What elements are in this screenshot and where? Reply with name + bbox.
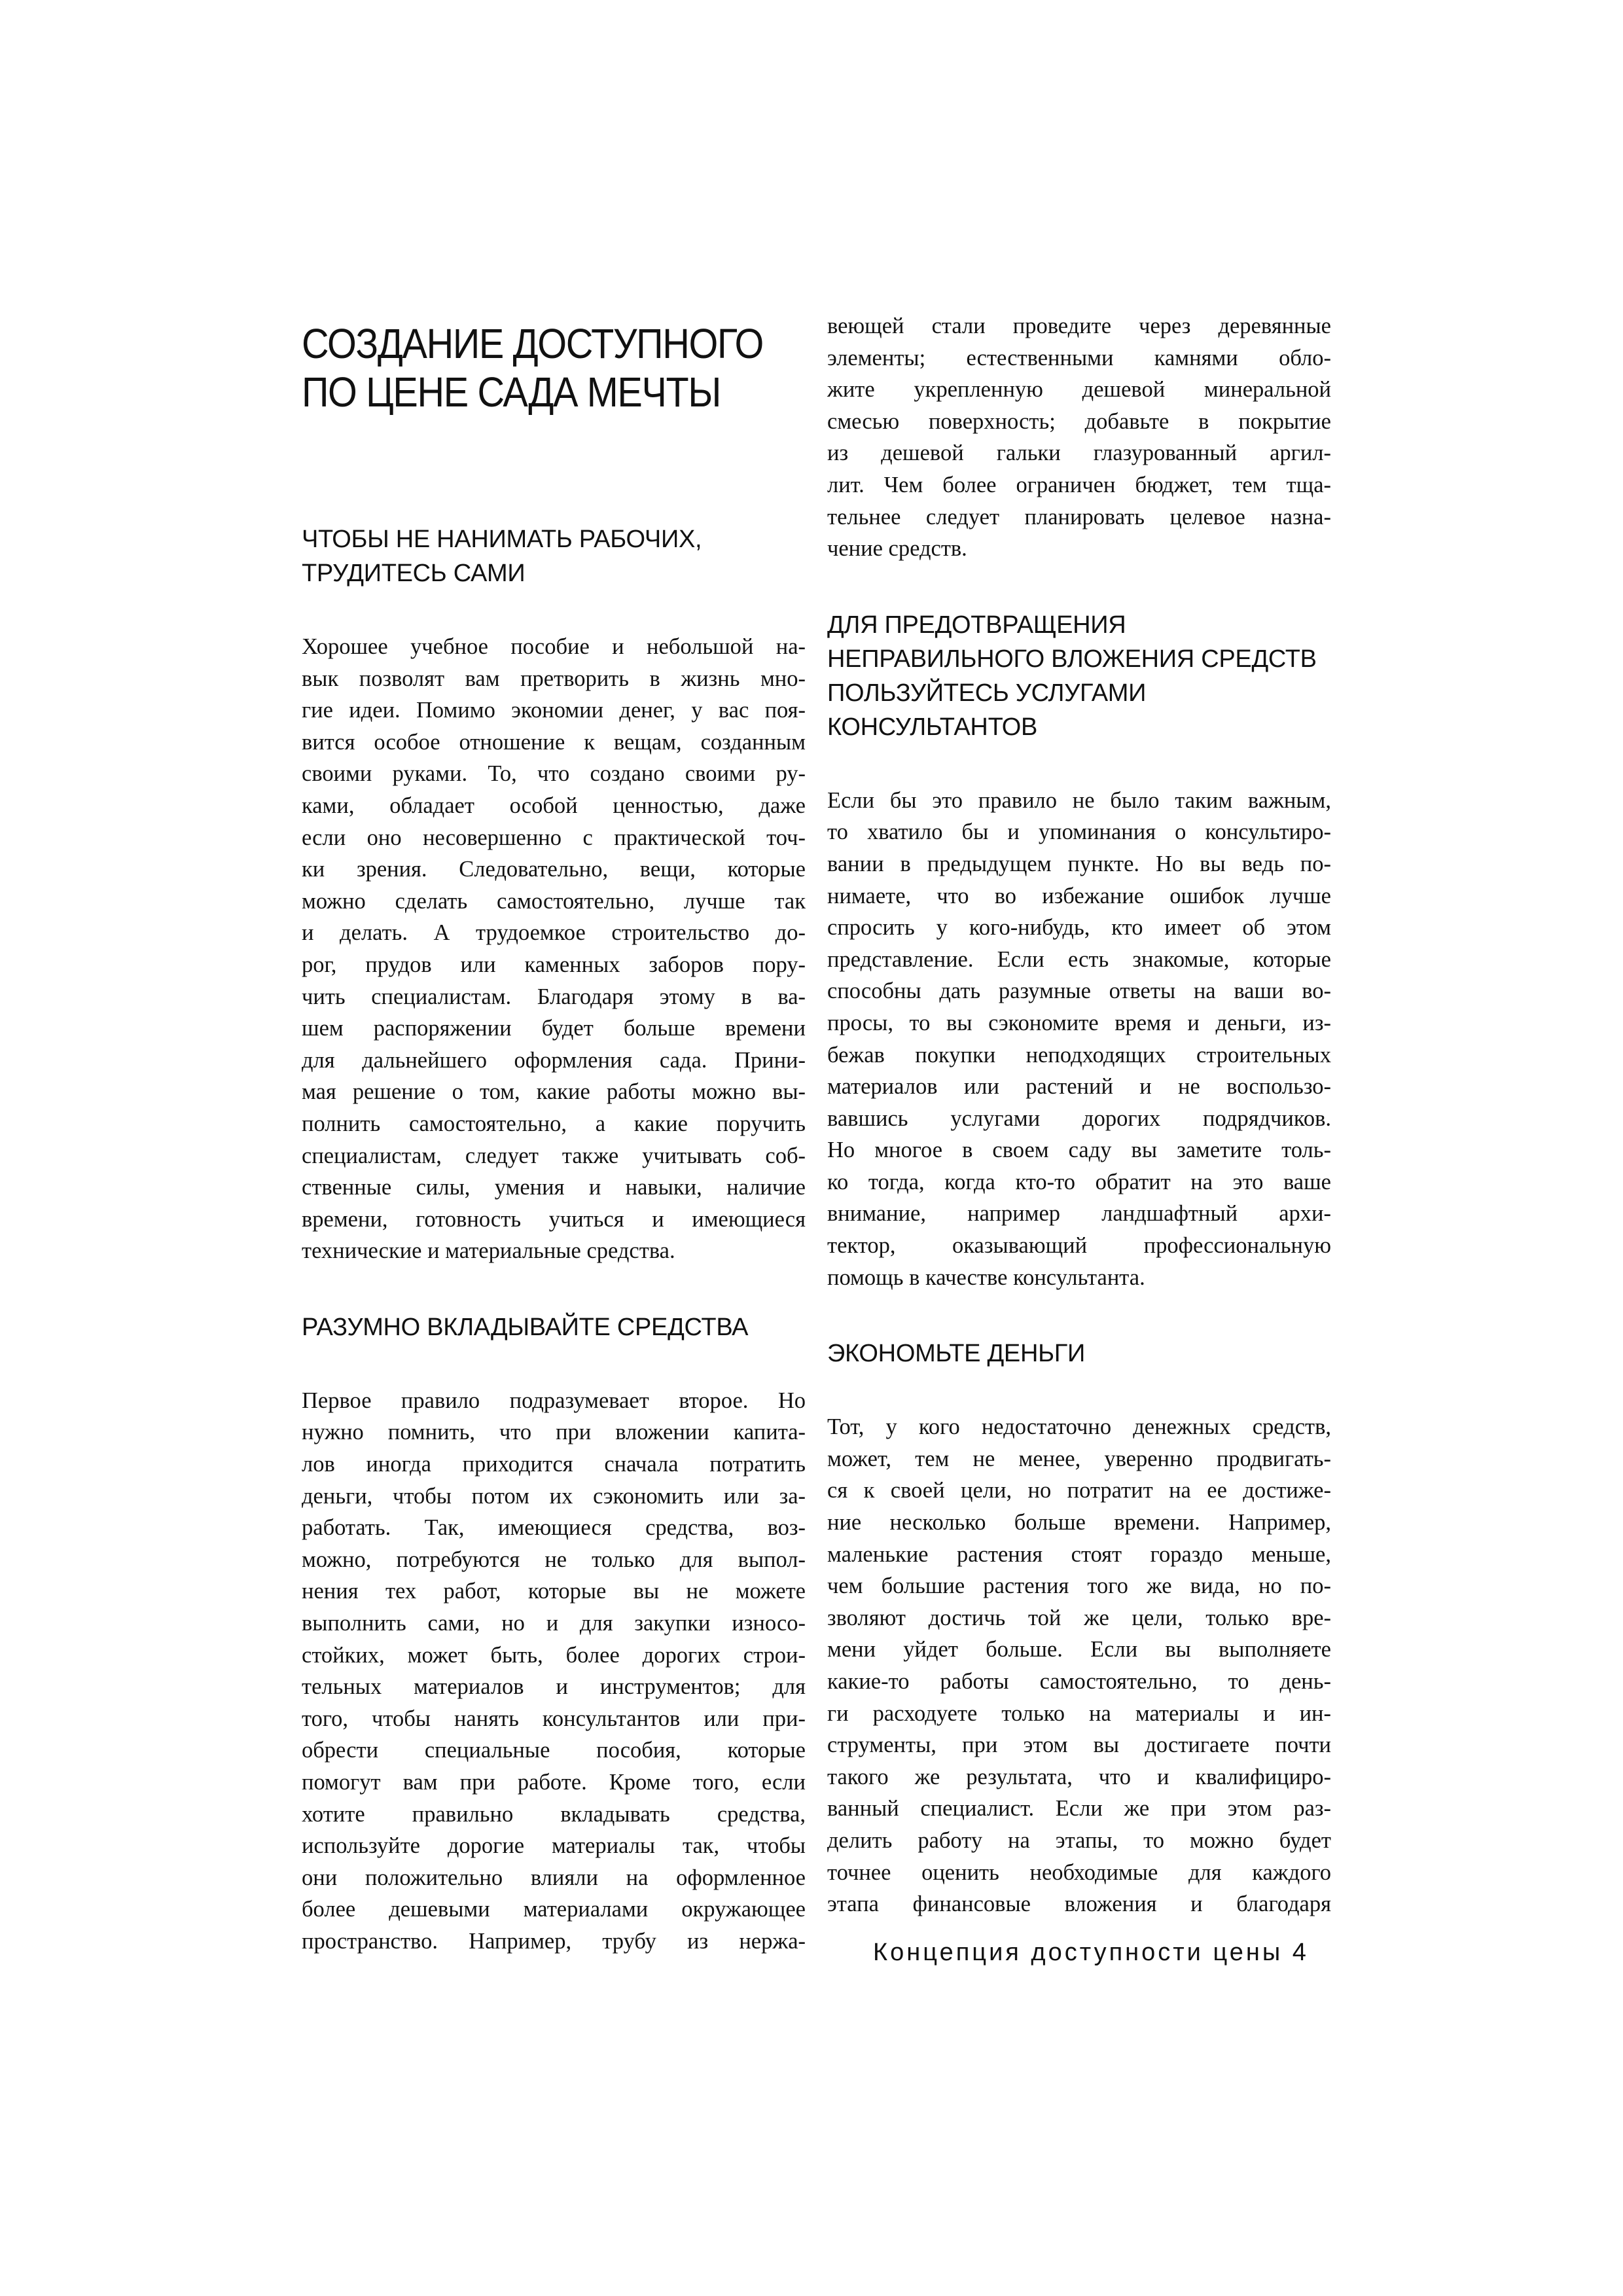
heading-line: ТРУДИТЕСЬ САМИ [302, 560, 526, 587]
page-title [302, 319, 808, 416]
text-line: вык позволят вам претворить в жизнь мно- [302, 666, 806, 691]
heading-line: РАЗУМНО ВКЛАДЫВАЙТЕ СРЕДСТВА [302, 1313, 749, 1341]
text-line: спросить у кого-нибудь, кто имеет об этом [827, 915, 1331, 941]
section-heading-save-money [827, 1336, 1331, 1371]
text-line: используйте дорогие материалы так, чтобы [302, 1833, 806, 1859]
text-line: можно сделать самостоятельно, лучше так [302, 888, 806, 914]
text-line: зволяют достичь той же цели, только вре- [827, 1605, 1331, 1630]
section-heading-do-it-yourself [302, 522, 806, 590]
paragraph-invest-wisely [302, 1385, 806, 1958]
text-line: такого же результата, что и квалифициро- [827, 1764, 1331, 1789]
text-line: нужно помнить, что при вложении капита- [302, 1420, 806, 1445]
text-line: стойких, может быть, более дорогих строи- [302, 1642, 806, 1668]
text-line: вавшись услугами дорогих подрядчиков. [827, 1105, 1331, 1131]
text-line: и делать. А трудоемкое строительство до- [302, 920, 806, 946]
text-line: вится особое отношение к вещам, созданным [302, 729, 806, 755]
text-line: гие идеи. Помимо экономии денег, у вас поя- [302, 698, 806, 723]
text-line: лит. Чем более ограничен бюджет, тем тща- [827, 472, 1331, 497]
text-line: то хватило бы и упоминания о консультиро- [827, 819, 1331, 845]
text-line: делить работу на этапы, то можно будет [827, 1827, 1331, 1853]
paragraph-save-money [827, 1411, 1331, 1920]
text-line: маленькие растения стоят гораздо меньше, [827, 1541, 1331, 1567]
running-footer: Концепция доступности цены 4 [873, 1939, 1309, 1966]
text-line: представление. Если есть знакомые, которые [827, 946, 1331, 972]
text-line: пространство. Например, трубу из нержа- [302, 1928, 806, 1954]
text-line: жите укрепленную дешевой минеральной [827, 377, 1331, 403]
text-line: лов иногда приходится сначала потратить [302, 1452, 806, 1477]
heading-line: НЕПРАВИЛЬНОГО ВЛОЖЕНИЯ СРЕДСТВ [827, 645, 1317, 673]
text-line: мени уйдет больше. Если вы выполняете [827, 1637, 1331, 1662]
heading-line: ДЛЯ ПРЕДОТВРАЩЕНИЯ [827, 611, 1126, 639]
text-line: нения тех работ, которые вы не можете [302, 1579, 806, 1604]
heading-line: ЧТОБЫ НЕ НАНИМАТЬ РАБОЧИХ, [302, 526, 702, 553]
text-line: бежав покупки неподходящих строительных [827, 1042, 1331, 1067]
paragraph-continuation [827, 310, 1331, 565]
text-line: ванный специалист. Если же при этом раз- [827, 1796, 1331, 1821]
text-line: чить специалистам. Благодаря этому в ва- [302, 984, 806, 1009]
text-line: нимаете, что во избежание ошибок лучше [827, 883, 1331, 908]
heading-line: ПОЛЬЗУЙТЕСЬ УСЛУГАМИ [827, 679, 1147, 707]
text-line: тельных материалов и инструментов; для [302, 1674, 806, 1700]
text-line: времени, готовность учиться и имеющиеся [302, 1206, 806, 1232]
text-line: точнее оценить необходимые для каждого [827, 1859, 1331, 1885]
text-line: ние несколько больше времени. Например, [827, 1510, 1331, 1535]
text-line: внимание, например ландшафтный архи- [827, 1201, 1331, 1227]
text-line: технические и материальные средства. [302, 1238, 675, 1264]
text-line: чем большие растения того же вида, но по- [827, 1573, 1331, 1599]
text-line: ги расходуете только на материалы и ин- [827, 1700, 1331, 1726]
text-line: вании в предыдущем пункте. Но вы ведь по- [827, 851, 1331, 876]
text-line: того, чтобы нанять консультантов или при- [302, 1706, 806, 1731]
text-line: материалов или растений и не воспользо- [827, 1074, 1331, 1100]
text-line: Но многое в своем саду вы заметите толь- [827, 1138, 1331, 1163]
text-line: хотите правильно вкладывать средства, [302, 1801, 806, 1827]
text-line: если оно несовершенно с практической точ- [302, 825, 806, 850]
text-line: чение средств. [827, 536, 967, 562]
text-line: деньги, чтобы потом их сэкономить или за- [302, 1483, 806, 1509]
text-line: мая решение о том, какие работы можно вы- [302, 1079, 806, 1105]
text-line: Тот, у кого недостаточно денежных средств, [827, 1414, 1331, 1440]
paragraph-consultants [827, 785, 1331, 1294]
text-line: способны дать разумные ответы на ваши во- [827, 978, 1331, 1004]
text-line: тектор, оказывающий профессиональную [827, 1233, 1331, 1259]
text-line: может, тем не менее, уверенно продвигать- [827, 1446, 1331, 1471]
text-line: тельнее следует планировать целевое назна- [827, 504, 1331, 529]
text-line: Хорошее учебное пособие и небольшой на- [302, 634, 806, 659]
heading-line: КОНСУЛЬТАНТОВ [827, 713, 1038, 741]
text-line: из дешевой гальки глазурованный аргил- [827, 440, 1331, 466]
text-line: работать. Так, имеющиеся средства, воз- [302, 1515, 806, 1541]
section-heading-consultants [827, 608, 1331, 744]
text-line: помогут вам при работе. Кроме того, если [302, 1770, 806, 1795]
text-line: можно, потребуются не только для выпол- [302, 1547, 806, 1572]
text-line: рог, прудов или каменных заборов пору- [302, 952, 806, 977]
text-line: они положительно влияли на оформленное [302, 1865, 806, 1890]
text-line: выполнить сами, но и для закупки износо- [302, 1611, 806, 1636]
text-line: ками, обладает особой ценностью, даже [302, 793, 806, 818]
right-column [827, 310, 1331, 1920]
text-line: этапа финансовые вложения и благодаря [827, 1892, 1331, 1917]
text-line: Если бы это правило не было таким важным, [827, 787, 1331, 813]
text-line: элементы; естественными камнями обло- [827, 345, 1331, 370]
page-title-line: ПО ЦЕНЕ САДА МЕЧТЫ [302, 368, 721, 416]
page-title-line: СОЗДАНИЕ ДОСТУПНОГО [302, 320, 763, 367]
heading-line: ЭКОНОМЬТЕ ДЕНЬГИ [827, 1340, 1086, 1368]
text-line: ко тогда, когда кто-то обратит на это ваше [827, 1169, 1331, 1194]
text-line: смесью поверхность; добавьте в покрытие [827, 408, 1331, 434]
text-line: какие-то работы самостоятельно, то день- [827, 1669, 1331, 1694]
text-line: обрести специальные пособия, которые [302, 1738, 806, 1763]
text-line: для дальнейшего оформления сада. Прини- [302, 1047, 806, 1073]
text-line: более дешевыми материалами окружающее [302, 1897, 806, 1922]
text-line: струменты, при этом вы достигаете почти [827, 1732, 1331, 1758]
text-line: специалистам, следует также учитывать соб- [302, 1143, 806, 1168]
section-heading-invest-wisely [302, 1310, 806, 1344]
text-line: помощь в качестве консультанта. [827, 1265, 1145, 1290]
text-line: ся к своей цели, но потратит на ее достиже- [827, 1478, 1331, 1503]
text-line: ки зрения. Следовательно, вещи, которые [302, 857, 806, 882]
left-column [302, 319, 806, 1958]
text-line: веющей стали проведите через деревянные [827, 314, 1331, 338]
paragraph-do-it-yourself [302, 631, 806, 1267]
text-line: шем распоряжении будет больше времени [302, 1016, 806, 1041]
text-line: просы, то вы сэкономите время и деньги, из- [827, 1010, 1331, 1035]
text-line: Первое правило подразумевает второе. Но [302, 1388, 806, 1413]
text-line: своими руками. То, что создано своими ру- [302, 761, 806, 787]
text-line: ственные силы, умения и навыки, наличие [302, 1175, 806, 1200]
text-line: полнить самостоятельно, а какие поручить [302, 1111, 806, 1136]
